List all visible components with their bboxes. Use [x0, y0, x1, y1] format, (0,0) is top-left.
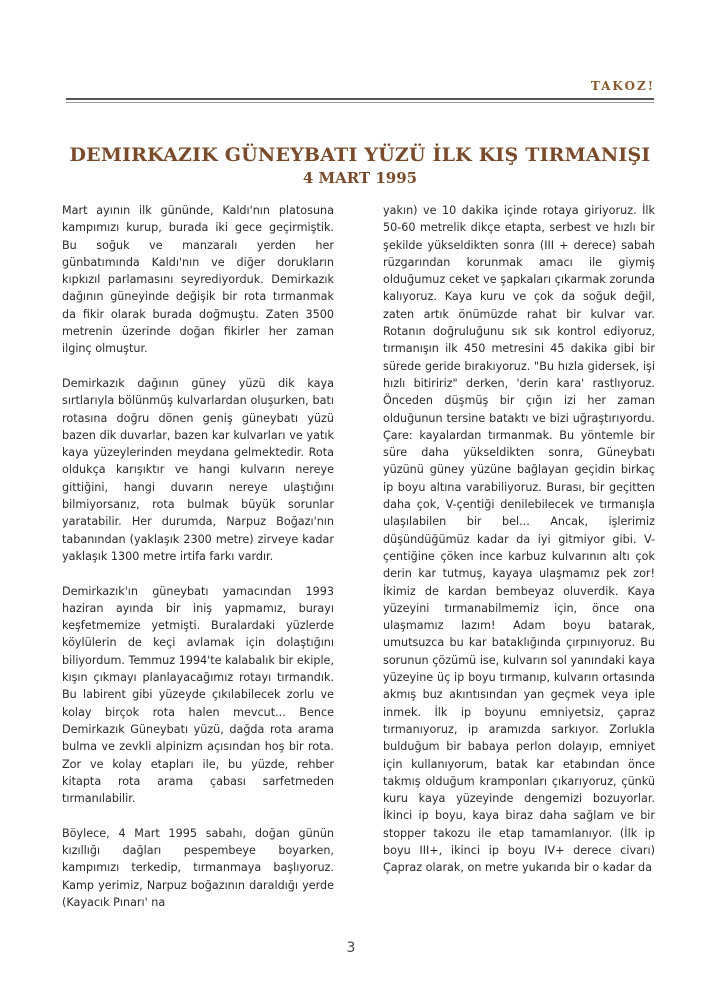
article-date: 4 MART 1995 [302, 169, 418, 187]
paragraph: Mart ayının ilk gününde, Kaldı'nın platosuna kampımızı kurup, burada iki gece geçirmiştik. Bu soğuk ve manzaralı yerden her günbatımında Kaldı'nın ve diğer dorukların kıpkızıl parlamasını seyrediyorduk. Demirkazık dağının güneyinde değişik bir rota tırmanmak da fikir olarak burada doğmuştu. Zaten 3500 metrenin üzerinde doğan fikirler her zaman ilginç olmuştur. [62, 204, 334, 356]
left-column [62, 202, 334, 928]
header-rule-thin [66, 102, 654, 103]
paragraph: Demirkazık'ın güneybatı yamacından 1993 haziran ayında bir iniş yapmamız, burayı keşfetmemize yetmişti. Buralardaki yüzlerde köylülerin de keçi avlamak için dolaştığını biliyordum. Temmuz 1994'te kalabalık bir ekiple, kışın çıkmayı planlayacağımız rotayı tırmandık. Bu labirent gibi yüzeyde çıkılabilecek zorlu ve kolay birçok rota halen mevcut... Bence Demirkazık Güneybatı yüzü, dağda rota arama bulma ve zevkli alpinizm açısından hoş bir rota. Zor ve kolay etapları ile, bu yüzde, rehber kitapta rota arama çabası sarfetmeden tırmanılabilir. [62, 584, 334, 806]
paragraph: Demirkazık dağının güney yüzü dik kaya sırtlarıyla bölünmüş kulvarlardan oluşurken, batı rotasına doğru dönen geniş güneybatı yüzü bazen dik duvarlar, bazen kar kulvarları ve yatık kaya yüzeylerinden meydana gelmektedir. Rota oldukça karışıktır ve hangi kulvarın nereye gittiğini, hangi duvarın nereye ulaştığını bilmiyorsanız, rota bulmak büyük sorunlar yaratabilir. Her durumda, Narpuz Boğazı'nın tabanından (yaklaşık 2300 metre) zirveye kadar yaklaşık 1300 metre irtifa farkı vardır. [62, 376, 334, 563]
paragraph: Böylece, 4 Mart 1995 sabahı, doğan günün kızıllığı dağları pespembeye boyarken, kampımızı terkedip, tırmanmaya başlıyoruz. Kamp yerimiz, Narpuz boğazının daraldığı yerde (Kayacık Pınarı' na [62, 826, 334, 909]
right-column [383, 202, 655, 894]
magazine-brand: TAKOZ! [590, 79, 655, 93]
article-title: DEMIRKAZIK GÜNEYBATI YÜZÜ İLK KIŞ TIRMANIŞI [69, 144, 651, 166]
page-number: 3 [346, 940, 356, 956]
paragraph: yakın) ve 10 dakika içinde rotaya giriyoruz. İlk 50-60 metrelik dikçe etapta, serbest ve hızlı bir şekilde yükseldikten sonra (III + derece) sabah rüzgarından korunmak amacı ile giymiş olduğumuz ceket ve şapkaları çıkarmak zorunda kalıyoruz. Kaya kuru ve çok da soğuk değil, zaten artık önümüzde rahat bir kulvar var. Rotanın doğruluğunu sık sık kontrol ediyoruz, tırmanışın ilk 450 metresini 45 dakika gibi bir sürede geride bırakıyoruz. "Bu hızla gidersek, işi hızlı bitiririz" derken, 'derin kara' rastlıyoruz. Önceden düşmüş bir çığın izi her zaman olduğunun tersine bataktı ve bizi uğraştırıyordu. Çare: kayalardan tırmanmak. Bu yöntemle bir süre daha yükseldikten sonra, Güneybatı yüzünü güney yüzüne bağlayan geçidin birkaç ip boyu altına varabiliyoruz. Burası, bir geçitten daha çok, V-çentiği denilebilecek ve tırmanışla ulaşılabilen bir bel... Ancak, işlerimiz düşündüğümüz kadar da iyi gitmiyor gibi. V-çentiğine çöken ince karbuz kulvarının altı çok derin kar tutmuş, kayaya ulaşmamız pek zor! İkimiz de kardan bembeyaz oluverdik. Kaya yüzeyini tırmanabilmemiz için, önce ona ulaşmamız lazım! Adam boyu batarak, umutsuzca bu kar bataklığında çırpınıyoruz. Bu sorunun çözümü ise, kulvarın sol yanındaki kaya yüzeyine üç ip boyu tırmanıp, kulvarın ortasında akmış buz akıntısından yan geçmek veya iple inmek. İlk ip boyunu emniyetsiz, çapraz tırmanıyoruz, ip aramızda sarkıyor. Zorlukla bulduğum bir babaya perlon dolayıp, emniyet için kullanıyorum, batak kar etabından önce takmış olduğum kramponları çıkarıyoruz, çünkü kuru kaya yüzeyinde dengemizi bozuyorlar. İkinci ip boyu, kaya biraz daha sağlam ve bir stopper takozu ile etap tamamlanıyor. (İlk ip boyu III+, ikinci ip boyu IV+ derece civarı) Çapraz olarak, on metre yukarıda bir o kadar da [383, 204, 655, 875]
header-rule [66, 98, 654, 100]
